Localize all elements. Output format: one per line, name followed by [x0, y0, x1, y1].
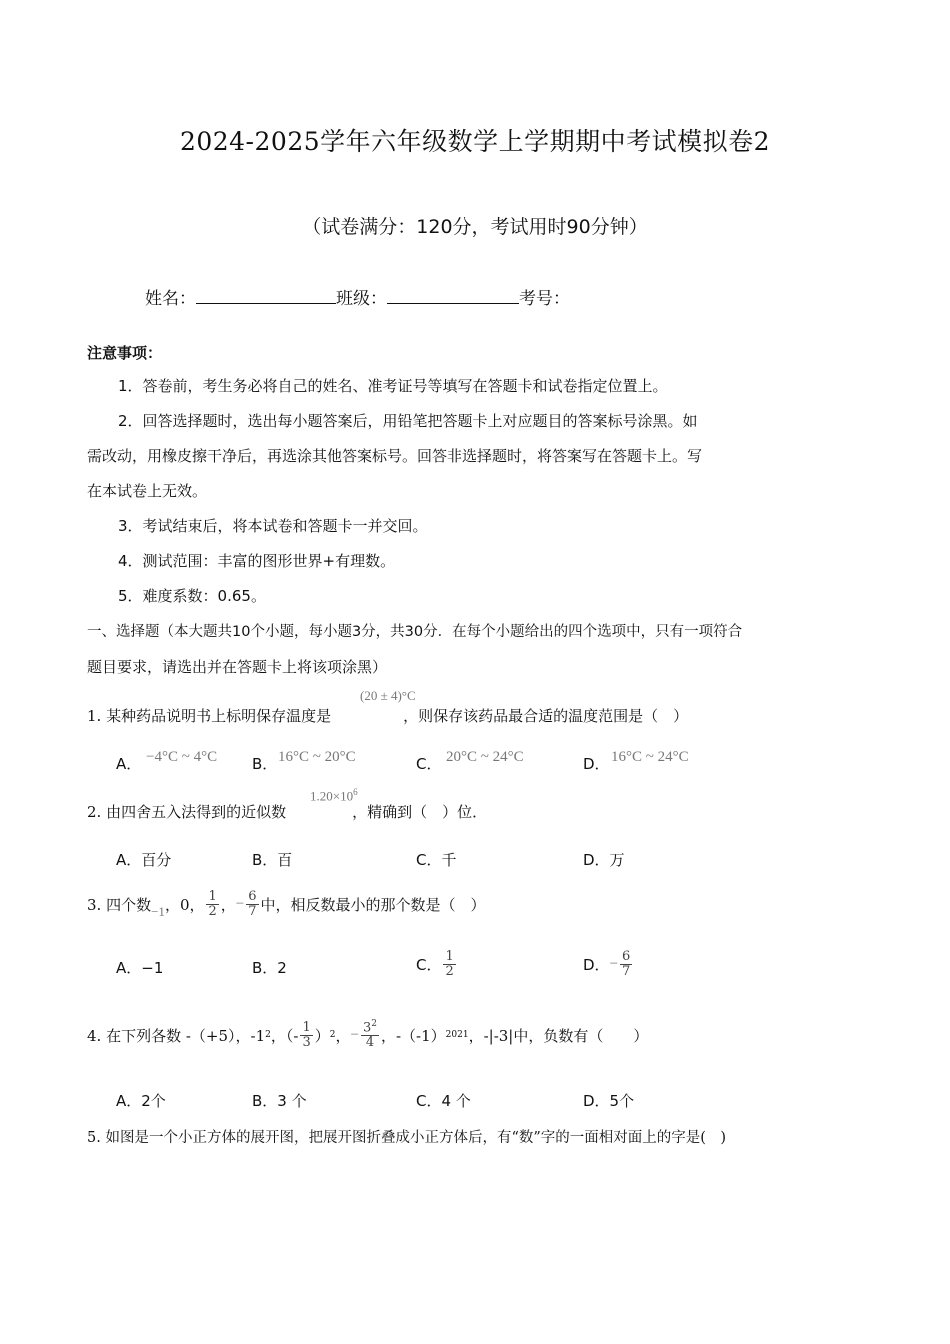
q3-option-c[interactable]: C． $\frac{1}{2}$ [416, 948, 454, 979]
class-blank[interactable] [387, 289, 519, 304]
notice-item-4: 4．测试范围：丰富的图形世界+有理数。 [118, 552, 396, 570]
q4-option-d[interactable]: D．5个 [583, 1092, 635, 1110]
notice-heading: 注意事项： [87, 344, 163, 362]
notice-item-3: 3．考试结束后，将本试卷和答题卡一并交回。 [118, 517, 428, 535]
question-3: 3. 四个数 −1 ，0， $\frac{1}{2}$ ， − $\frac{6}{7}$ 中，相反数最小的那个数是（ ） [87, 888, 486, 919]
q1-option-d-label[interactable]: D． [583, 755, 610, 773]
q2-option-b[interactable]: B．百 [252, 851, 293, 869]
q2-option-d[interactable]: D．万 [583, 851, 625, 869]
q4-option-a[interactable]: A．2个 [116, 1092, 166, 1110]
q4-fraction-third: $\frac{1}{3}$ [302, 1019, 311, 1050]
q3-option-a[interactable]: A．−1 [116, 959, 164, 977]
q3-fraction-six-sevenths: $\frac{6}{7}$ [248, 888, 257, 919]
page-subtitle: （试卷满分：120分，考试用时90分钟） [302, 216, 648, 238]
question-5: 5. 如图是一个小正方体的展开图，把展开图折叠成小正方体后，有“数”字的一面相对面上的字是( ) [87, 1130, 727, 1146]
q4-option-b[interactable]: B．3 个 [252, 1092, 307, 1110]
notice-item-2-end: 在本试卷上无效。 [87, 482, 208, 500]
class-label: 班级： [336, 289, 387, 309]
q1-option-b-label[interactable]: B． [252, 755, 278, 773]
q4-fraction-nine-quarters: $\frac{3^2}{4}$ [362, 1019, 377, 1051]
name-label: 姓名： [145, 289, 196, 309]
notice-item-2: 2．回答选择题时，选出每小题答案后，用铅笔把答题卡上对应题目的答案标号涂黑。如 [118, 412, 698, 430]
q1-temperature-expression: (20 ± 4)°C [360, 688, 416, 703]
q2-option-a[interactable]: A．百分 [116, 851, 172, 869]
q2-option-c[interactable]: C．千 [416, 851, 457, 869]
q1-option-c-label[interactable]: C． [416, 755, 442, 773]
q1-option-d[interactable]: 16°C ~ 24°C [611, 749, 689, 765]
number-label: 考号： [519, 289, 570, 309]
section-heading-cont: 题目要求，请选出并在答题卡上将该项涂黑） [87, 658, 388, 676]
question-1: 1. 某种药品说明书上标明保存温度是 ，则保存该药品最合适的温度范围是（ ） [87, 707, 689, 725]
page-title: 2024-2025学年六年级数学上学期期中考试模拟卷2 [179, 127, 771, 156]
q1-option-c[interactable]: 20°C ~ 24°C [446, 749, 524, 765]
student-info-row [145, 284, 570, 309]
q3-option-b[interactable]: B．2 [252, 959, 287, 977]
question-4: 4. 在下列各数 -（+5），-1 2 ，（- $\frac{1}{3}$ ） 2 ， − $\frac{3^2}{4}$ ，-（-1） 2021 ，-|-3|中，负数有（ ） [87, 1019, 649, 1051]
q1-option-a[interactable]: −4°C ~ 4°C [146, 749, 218, 765]
notice-item-5: 5．难度系数：0.65。 [118, 587, 266, 605]
q3-fraction-half: $\frac{1}{2}$ [208, 888, 217, 919]
q1-option-a-label[interactable]: A． [116, 755, 142, 773]
q3-option-d[interactable]: D． − $\frac{6}{7}$ [583, 948, 631, 979]
q1-option-b[interactable]: 16°C ~ 20°C [278, 749, 356, 765]
q4-option-c[interactable]: C．4 个 [416, 1092, 471, 1110]
notice-item-1: 1．答卷前，考生务必将自己的姓名、准考证号等填写在答题卡和试卷指定位置上。 [118, 377, 668, 395]
section-heading: 一、选择题（本大题共10个小题，每小题3分，共30分．在每个小题给出的四个选项中，只有一项符合 [87, 624, 743, 640]
name-blank[interactable] [196, 289, 336, 304]
notice-item-2-cont: 需改动，用橡皮擦干净后，再选涂其他答案标号。回答非选择题时，将答案写在答题卡上。写 [87, 447, 703, 465]
question-2: 2. 由四舍五入法得到的近似数 ，精确到（ ）位． [87, 803, 488, 821]
q2-approx-number: $1.20\times 10^6$ [310, 787, 358, 804]
q3-neg-one: −1 [151, 904, 165, 919]
